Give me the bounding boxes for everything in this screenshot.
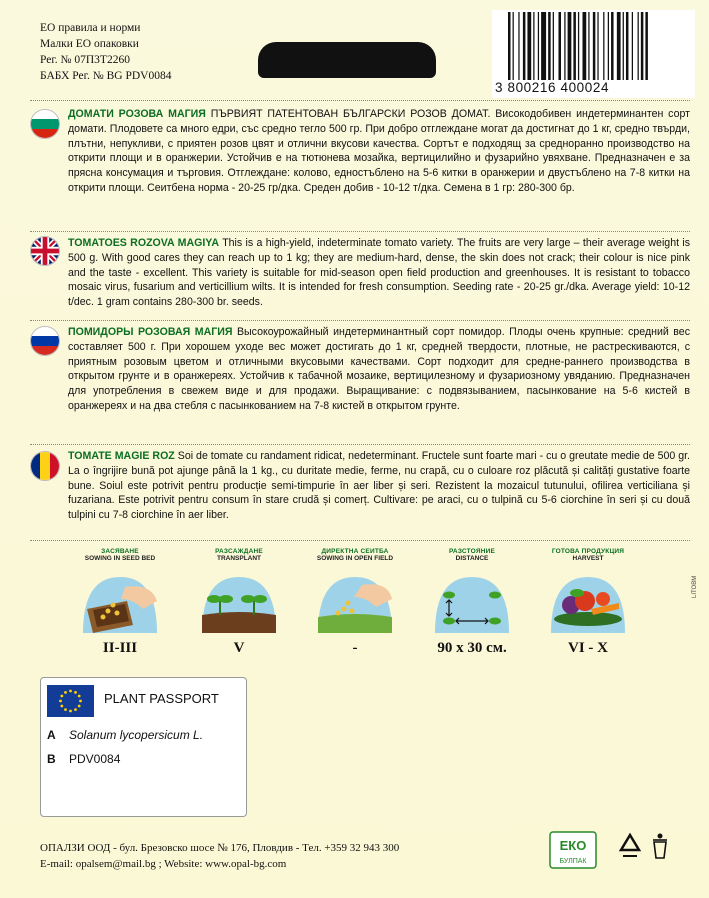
step-direct-sowing <box>297 548 413 657</box>
step-distance <box>414 548 530 657</box>
divider <box>30 320 690 321</box>
transplant-icon <box>192 565 286 633</box>
step-transplant <box>181 548 297 657</box>
paragraph-title: ДОМАТИ РОЗОВА МАГИЯ <box>68 108 206 120</box>
russia-flag-icon <box>30 326 60 356</box>
step-value: VI - X <box>568 640 608 656</box>
step-sowing-seed-bed <box>62 548 178 657</box>
paragraph-russian <box>68 325 690 414</box>
barcode <box>492 10 695 98</box>
bulgaria-flag-icon <box>30 109 60 139</box>
distance-icon <box>425 565 519 633</box>
paragraph-title: TOMATOES ROZOVA MAGIYA <box>68 237 220 249</box>
passport-key: B <box>47 752 56 766</box>
step-label-en: SOWING IN SEED BED <box>84 555 156 562</box>
hang-tab-cutout <box>258 42 436 78</box>
footer-email-website: E-mail: opalsem@mail.bg ; Website: www.opal-bg.com <box>40 858 287 870</box>
divider <box>30 540 690 541</box>
litograph-mark: LITOBM <box>692 575 698 598</box>
recycle-icon <box>617 832 643 864</box>
paragraph-text: Высокоурожайный индетерминантный сорт помидор. Плоды очень крупные: средний вес составляет 500 г. При хорошем уходе вес может достигать до 1 кг, средней твердости, плотные, не растрескиваются, с приятным розовым цветом и отличными вкусовыми качествами. Сорт подходит для средне-раннего производства в открытом грунте и в оранжереях. Устойчив к табачной мозаике, вертицилезному и фузариозному увяданию. Предназначен для употребления в свежем виде и для продажи. Выращивание: с подвязыванием, пасынкование на 5-6 кистей в оранжереях и на два стебля с пасынкованием на 7-8 кистей в открытом грунте. <box>68 326 690 412</box>
registration-line: ЕО правила и норми <box>40 22 141 34</box>
registration-line: Малки ЕО опаковки <box>40 38 139 50</box>
registration-line: Рег. № 07П3Т2260 <box>40 54 130 66</box>
divider <box>30 231 690 232</box>
step-value: II-III <box>102 640 138 656</box>
plant-passport <box>40 677 247 817</box>
step-label-en: HARVEST <box>572 555 604 562</box>
passport-value: Solanum lycopersicum L. <box>69 728 204 742</box>
passport-key: A <box>47 728 56 742</box>
passport-row-a <box>47 728 203 742</box>
passport-value: PDV0084 <box>69 752 121 766</box>
paragraph-text: Soi de tomate cu randament ridicat, nedeterminant. Fructele sunt foarte mari - cu o greutate medie de 500 gr. La o îngrijire bună pot ajunge până la 1 kg., cu duritate medie, ferme, nu crapă, cu o culoare roz plăcută și calități gustative foarte bune. Soiul este potrivit pentru producție semi-timpurie în aer liber și seri. Rezistent la mozaicul tutunului, ofilirea verticiliana și fuzariana. Este potrivit pentru consum în stare crudă și comerț. Cultivare: pe araci, cu o tulpină cu 5-6 ciorchine în seri și cu două tulpini cu 7-8 ciorchine în aer liber. <box>68 450 691 522</box>
trash-bin-icon <box>650 832 670 862</box>
romania-flag-icon <box>30 451 60 481</box>
registration-line: БАБХ Рег. № BG PDV0084 <box>40 70 172 82</box>
step-harvest <box>530 548 646 657</box>
step-label-bg: ЗАСЯВАНЕ <box>101 548 139 555</box>
registration-block <box>40 20 171 84</box>
barcode-number: 3 800216 400024 <box>495 80 610 95</box>
divider <box>30 444 690 445</box>
eco-logo-bottom: БУЛПАК <box>559 858 587 865</box>
step-label-bg: ГОТОВА ПРОДУКЦИЯ <box>551 548 625 555</box>
barcode-bars <box>506 12 686 80</box>
direct-sowing-icon <box>308 565 402 633</box>
step-label-en: SOWING IN OPEN FIELD <box>316 555 394 562</box>
step-label-bg: ДИРЕКТНА СЕИТБА <box>321 548 389 555</box>
divider <box>30 100 690 101</box>
harvest-icon <box>541 565 635 633</box>
step-label-en: DISTANCE <box>455 555 489 562</box>
paragraph-bulgarian <box>68 107 690 196</box>
passport-title: PLANT PASSPORT <box>104 691 219 706</box>
step-value: - <box>352 640 358 656</box>
paragraph-title: ПОМИДОРЫ РОЗОВАЯ МАГИЯ <box>68 326 233 338</box>
eu-flag-icon <box>47 685 94 717</box>
paragraph-romanian <box>68 449 690 523</box>
footer-address: ОПАЛЗИ ООД - бул. Брезовско шосе № 176, Пловдив - Тел. +359 32 943 300 <box>40 842 400 854</box>
step-label-bg: РАЗСАЖДАНЕ <box>215 548 263 555</box>
eco-bulpak-logo <box>548 830 598 870</box>
step-value: 90 x 30 см. <box>437 640 507 656</box>
paragraph-text: This is a high-yield, indeterminate tomato variety. The fruits are very large – their average weight is 500 g. With good cares they can reach up to 1 kg; they are medium-hard, dense, the skin does not crack; their colour is nice pink and the taste - excellent. This variety is suitable for mid-season open field production and greenhouses. It is resistant to tobacco mosaic virus, fusarium and verticillium wilts. It is intended for fresh consumption. Seeding rate - 20-25 gr./dka. Average yield: 10-12 t/dec. 1 gram contains 280-300 br. seeds. <box>68 237 691 309</box>
paragraph-english <box>68 236 690 310</box>
eco-logo-top: ЕКО <box>559 838 587 853</box>
seed-tray-icon <box>73 565 167 633</box>
uk-flag-icon <box>30 236 60 266</box>
step-value: V <box>233 640 245 656</box>
passport-row-b <box>47 752 120 766</box>
paragraph-title: TOMATE MAGIE ROZ <box>68 450 175 462</box>
paragraph-text: ПЪРВИЯТ ПАТЕНТОВАН БЪЛГАРСКИ РОЗОВ ДОМАТ. Високодобивен индетерминантен сорт домати. Плодовете са много едри, със средно тегло 500 гр. При добро отглеждане могат да достигнат до 1 кг, средно твърди, плътни, непукливи, с приятен розов цвят и отлични вкусови качества. Сортът е подходящ за средноранно производство на открити площи и в оранжерии. Устойчив е на тютюнева мозайка, вертицилийно и фузарийно увяхване. Предназначен е за прясна консумация и търговия. Отглеждане: коловo, едностъблено на 5-6 китки в оранжерии и двустъблено на 7-8 китки на открити площи. Сеитбена норма - 20-25 гр/дка. Среден добив - 10-12 т/дка. Семена в 1 гр: 280-300 бр. <box>68 108 691 194</box>
footer-contact <box>40 840 399 872</box>
step-label-en: TRANSPLANT <box>216 555 262 562</box>
step-label-bg: РАЗСТОЯНИЕ <box>448 548 496 555</box>
